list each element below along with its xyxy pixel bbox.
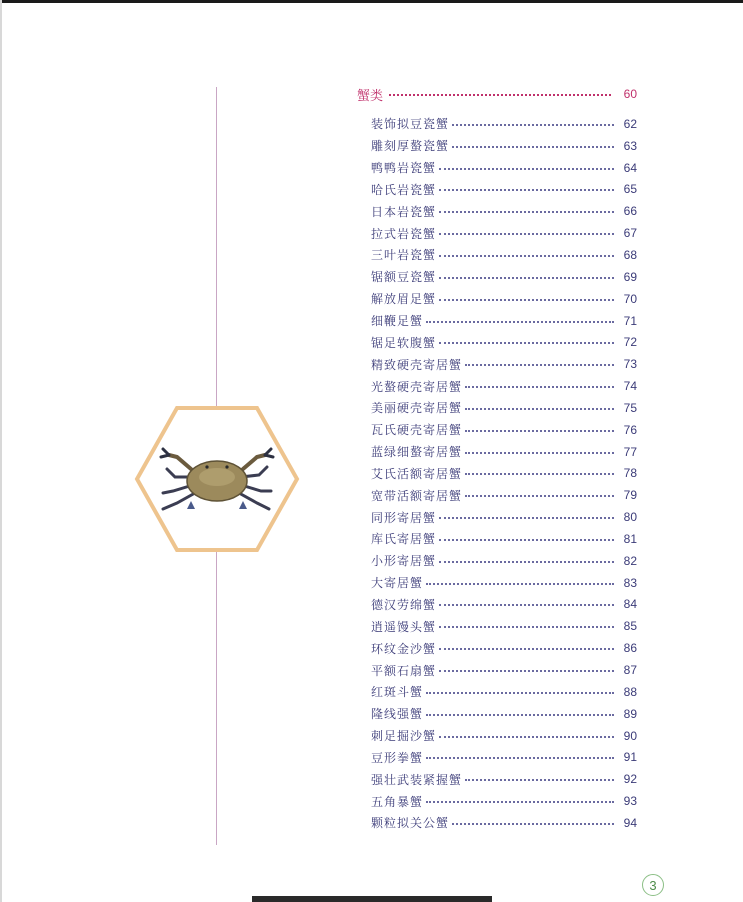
toc-entry[interactable] xyxy=(371,484,637,506)
dot-leader xyxy=(439,277,614,279)
dot-leader xyxy=(426,801,614,803)
dot-leader xyxy=(452,823,614,825)
dot-leader xyxy=(465,408,614,410)
toc-entry[interactable] xyxy=(371,200,637,222)
toc-entry-page: 84 xyxy=(623,597,637,612)
toc-entry-page: 89 xyxy=(623,706,637,721)
toc-section-heading[interactable] xyxy=(357,84,637,104)
dot-leader xyxy=(439,299,614,301)
toc-entry-page: 64 xyxy=(623,160,637,175)
toc-entry[interactable] xyxy=(371,790,637,812)
toc-entry-page: 76 xyxy=(623,422,637,437)
toc-entry-title: 刺足掘沙蟹 xyxy=(371,729,437,744)
dot-leader xyxy=(452,146,614,148)
dot-leader xyxy=(465,364,614,366)
toc-entry-title: 德汉劳绵蟹 xyxy=(371,597,437,612)
page-number-badge xyxy=(642,874,664,896)
toc-entry[interactable] xyxy=(371,594,637,616)
toc-entry[interactable] xyxy=(371,331,637,353)
dot-leader xyxy=(465,495,614,497)
toc-entry-page: 67 xyxy=(623,226,637,241)
toc-entry-title: 哈氏岩瓷蟹 xyxy=(371,182,437,197)
toc-entry-title: 颗粒拟关公蟹 xyxy=(371,816,450,831)
toc-entry-page: 68 xyxy=(623,247,637,262)
toc-entry-title: 强壮武装紧握蟹 xyxy=(371,772,463,787)
toc-entry-page: 78 xyxy=(623,466,637,481)
toc-entry[interactable] xyxy=(371,266,637,288)
dot-leader xyxy=(426,321,614,323)
toc-entry-page: 94 xyxy=(623,815,637,830)
dot-leader xyxy=(439,342,614,344)
toc-entry-page: 81 xyxy=(623,531,637,546)
toc-entry-title: 光螯硬壳寄居蟹 xyxy=(371,379,463,394)
toc-entry[interactable] xyxy=(371,768,637,790)
dot-leader xyxy=(465,430,614,432)
toc-entry-title: 鸭鸭岩瓷蟹 xyxy=(371,161,437,176)
toc-entry-page: 91 xyxy=(623,750,637,765)
toc-entry-page: 66 xyxy=(623,204,637,219)
toc-entry[interactable] xyxy=(371,375,637,397)
toc-entry[interactable] xyxy=(371,113,637,135)
toc-entry[interactable] xyxy=(371,703,637,725)
toc-entry-page: 71 xyxy=(623,313,637,328)
dot-leader xyxy=(389,94,611,96)
toc-entry-title: 库氏寄居蟹 xyxy=(371,532,437,547)
toc-entry[interactable] xyxy=(371,812,637,834)
dot-leader xyxy=(426,714,614,716)
toc-entry[interactable] xyxy=(371,419,637,441)
toc-entry[interactable] xyxy=(371,725,637,747)
dot-leader xyxy=(439,517,614,519)
toc-entry-page: 73 xyxy=(623,357,637,372)
toc-entry-title: 解放眉足蟹 xyxy=(371,292,437,307)
toc-entry-title: 日本岩瓷蟹 xyxy=(371,204,437,219)
toc-entry-title: 三叶岩瓷蟹 xyxy=(371,248,437,263)
toc-entry-title: 大寄居蟹 xyxy=(371,576,424,591)
toc-entry[interactable] xyxy=(371,506,637,528)
section-title: 蟹类 xyxy=(357,88,384,104)
toc-entry-title: 同形寄居蟹 xyxy=(371,510,437,525)
toc-entry-page: 74 xyxy=(623,379,637,394)
toc-entry-title: 红斑斗蟹 xyxy=(371,685,424,700)
toc-entry-title: 豆形拳蟹 xyxy=(371,750,424,765)
dot-leader xyxy=(439,604,614,606)
toc-entry[interactable] xyxy=(371,681,637,703)
toc-entry-page: 65 xyxy=(623,182,637,197)
toc-entry[interactable] xyxy=(371,288,637,310)
toc-entry-title: 环纹金沙蟹 xyxy=(371,641,437,656)
toc-entry-list xyxy=(371,113,637,834)
toc-entry-title: 美丽硬壳寄居蟹 xyxy=(371,401,463,416)
dot-leader xyxy=(439,168,614,170)
toc-entry-title: 蓝绿细螯寄居蟹 xyxy=(371,445,463,460)
hexagon-frame xyxy=(133,405,301,553)
toc-entry-page: 92 xyxy=(623,772,637,787)
toc-entry-page: 69 xyxy=(623,269,637,284)
toc-entry[interactable] xyxy=(371,310,637,332)
toc-entry-page: 93 xyxy=(623,794,637,809)
toc-entry-page: 83 xyxy=(623,575,637,590)
toc-entry-title: 隆线强蟹 xyxy=(371,707,424,722)
toc-entry-title: 锯足软腹蟹 xyxy=(371,335,437,350)
toc-entry-title: 宽带活额寄居蟹 xyxy=(371,488,463,503)
dot-leader xyxy=(426,692,614,694)
toc-entry-page: 62 xyxy=(623,116,637,131)
toc-entry[interactable] xyxy=(371,659,637,681)
page-top-edge xyxy=(0,0,743,3)
toc-entry[interactable] xyxy=(371,572,637,594)
toc-entry-page: 63 xyxy=(623,138,637,153)
dot-leader xyxy=(465,452,614,454)
dot-leader xyxy=(465,473,614,475)
dot-leader xyxy=(439,211,614,213)
toc-entry[interactable] xyxy=(371,637,637,659)
toc-entry-title: 小形寄居蟹 xyxy=(371,554,437,569)
toc-entry[interactable] xyxy=(371,135,637,157)
toc-entry-page: 80 xyxy=(623,510,637,525)
dot-leader xyxy=(439,255,614,257)
toc-entry-title: 平额石扇蟹 xyxy=(371,663,437,678)
toc-entry[interactable] xyxy=(371,528,637,550)
toc-entry[interactable] xyxy=(371,397,637,419)
toc-entry-page: 77 xyxy=(623,444,637,459)
toc-entry[interactable] xyxy=(371,353,637,375)
dot-leader xyxy=(439,233,614,235)
toc-entry-page: 85 xyxy=(623,619,637,634)
toc-entry-page: 90 xyxy=(623,728,637,743)
bottom-scroll-bar[interactable] xyxy=(252,896,492,902)
toc-entry-title: 五角暴蟹 xyxy=(371,794,424,809)
toc-entry-page: 70 xyxy=(623,291,637,306)
toc-entry[interactable] xyxy=(371,222,637,244)
toc-entry-page: 72 xyxy=(623,335,637,350)
toc-entry[interactable] xyxy=(371,463,637,485)
toc-entry-title: 锯额豆瓷蟹 xyxy=(371,270,437,285)
toc-entry[interactable] xyxy=(371,244,637,266)
dot-leader xyxy=(439,626,614,628)
toc-entry-title: 装饰拟豆瓷蟹 xyxy=(371,117,450,132)
dot-leader xyxy=(439,561,614,563)
toc-entry-page: 75 xyxy=(623,400,637,415)
toc-entry[interactable] xyxy=(371,179,637,201)
dot-leader xyxy=(439,648,614,650)
page-number: 3 xyxy=(649,877,657,893)
toc-entry[interactable] xyxy=(371,615,637,637)
toc-entry-title: 雕刻厚螯瓷蟹 xyxy=(371,139,450,154)
toc-entry-title: 逍遥馒头蟹 xyxy=(371,619,437,634)
section-page: 60 xyxy=(623,87,637,101)
toc-entry-title: 细鞭足蟹 xyxy=(371,314,424,329)
dot-leader xyxy=(465,386,614,388)
toc-entry[interactable] xyxy=(371,157,637,179)
dot-leader xyxy=(439,670,614,672)
toc-entry-page: 82 xyxy=(623,553,637,568)
dot-leader xyxy=(439,539,614,541)
toc-entry-title: 拉式岩瓷蟹 xyxy=(371,226,437,241)
dot-leader xyxy=(465,779,614,781)
toc-entry-page: 87 xyxy=(623,663,637,678)
crab-image xyxy=(133,405,301,553)
toc-entry-title: 艾氏活额寄居蟹 xyxy=(371,466,463,481)
page-left-edge xyxy=(0,0,2,902)
dot-leader xyxy=(452,124,614,126)
toc-entry[interactable] xyxy=(371,746,637,768)
dot-leader xyxy=(426,583,614,585)
dot-leader xyxy=(426,757,614,759)
dot-leader xyxy=(439,189,614,191)
toc-entry-page: 86 xyxy=(623,641,637,656)
toc-entry-title: 瓦氏硬壳寄居蟹 xyxy=(371,423,463,438)
toc-entry-page: 88 xyxy=(623,684,637,699)
toc-entry-page: 79 xyxy=(623,488,637,503)
toc-entry[interactable] xyxy=(371,441,637,463)
toc-entry-title: 精致硬壳寄居蟹 xyxy=(371,357,463,372)
dot-leader xyxy=(439,736,614,738)
toc-entry[interactable] xyxy=(371,550,637,572)
